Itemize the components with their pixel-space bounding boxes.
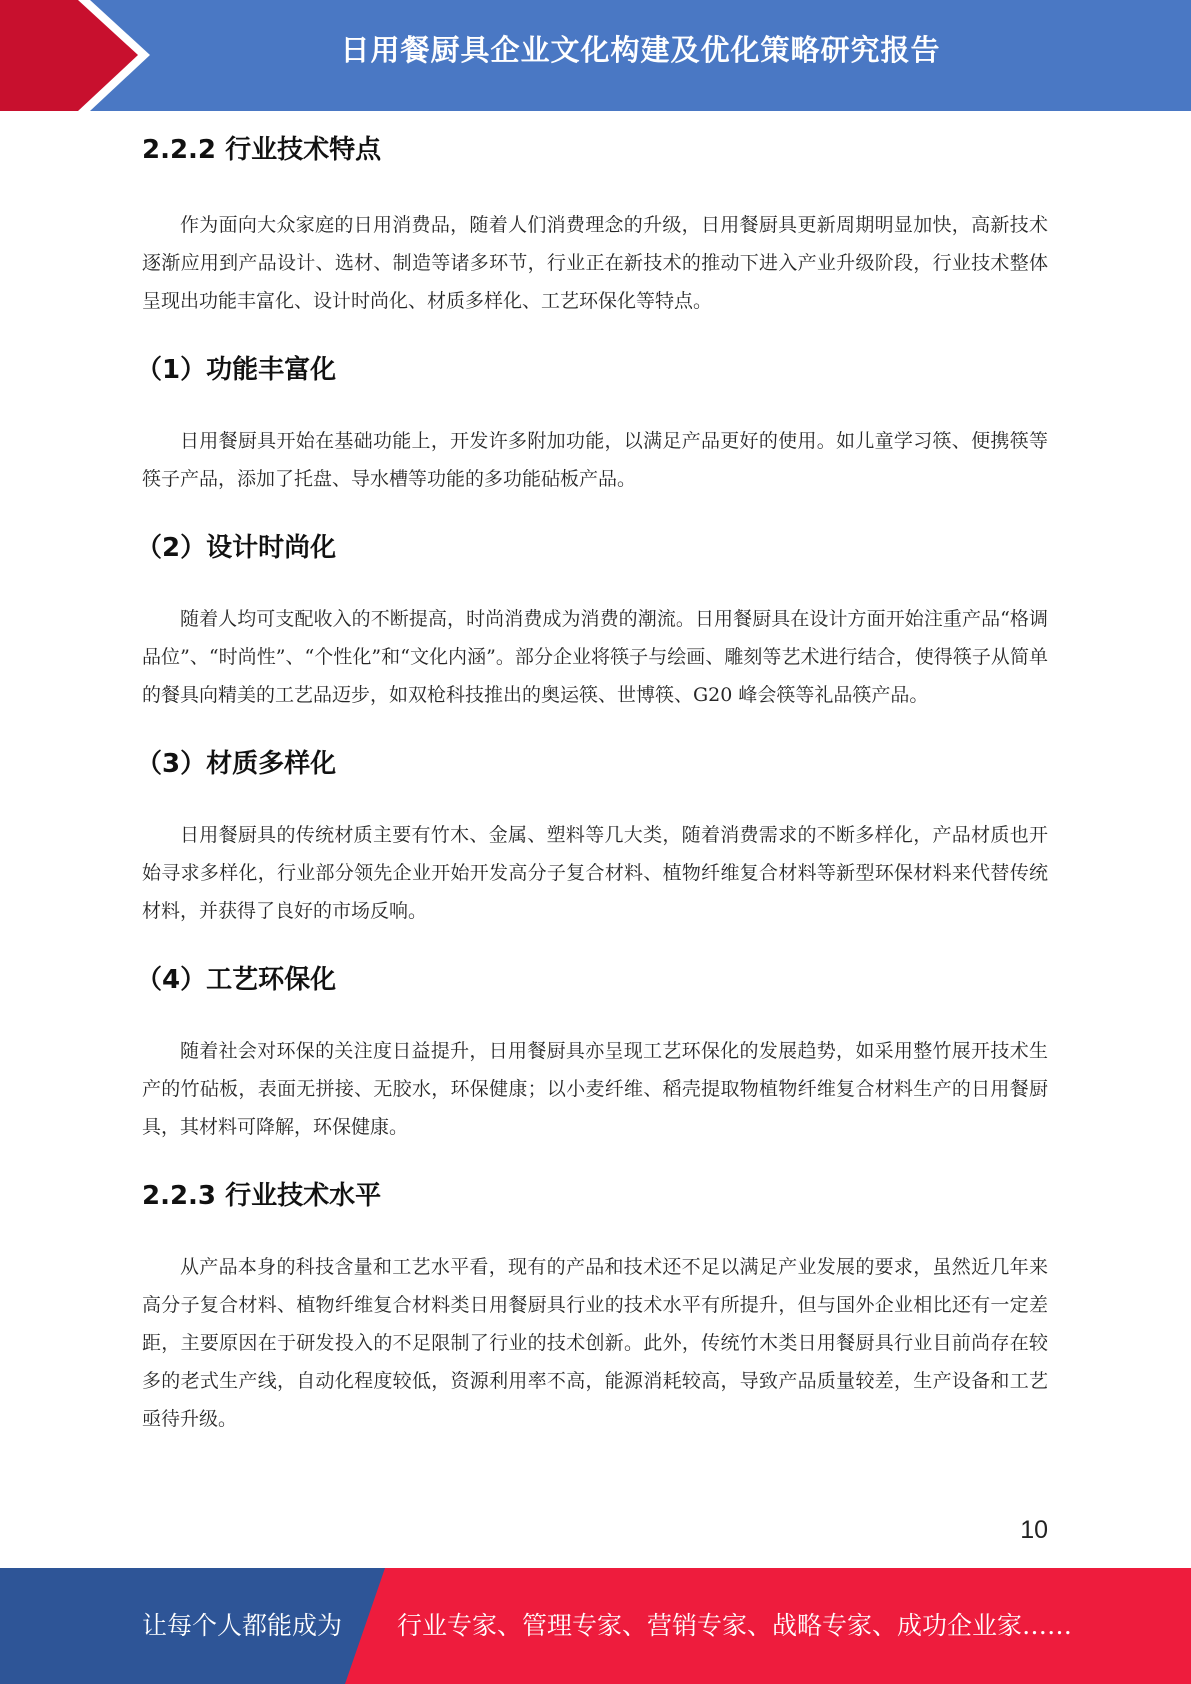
page-number: 10 <box>1020 1516 1048 1544</box>
section-paragraph: 随着社会对环保的关注度日益提升，日用餐厨具亦呈现工艺环保化的发展趋势，如采用整竹展开技术生产的竹砧板，表面无拼接、无胶水，环保健康；以小麦纤维、稻壳提取物植物纤维复合材料生产的日用餐厨具，其材料可降解，环保健康。 <box>142 1040 1048 1138</box>
section-paragraph: 随着人均可支配收入的不断提高，时尚消费成为消费的潮流。日用餐厨具在设计方面开始注重产品“格调品位”、“时尚性”、“个性化”和“文化内涵”。部分企业将筷子与绘画、雕刻等艺术进行结合，使得筷子从简单的餐具向精美的工艺品迈步，如双枪科技推出的奥运筷、世博筷、G20 峰会筷等礼品筷产品。 <box>142 608 1048 706</box>
section-heading-2-2-3: 2.2.3 行业技术水平 <box>142 1181 382 1211</box>
subheading-function: （1）功能丰富化 <box>136 355 337 385</box>
footer-slogan-left: 让每个人都能成为 <box>142 1611 343 1640</box>
page-footer <box>0 1568 1191 1684</box>
subheading-material: （3）材质多样化 <box>136 749 337 779</box>
subheading-process: （4）工艺环保化 <box>136 965 337 995</box>
footer-slogan-right: 行业专家、管理专家、营销专家、战略专家、成功企业家…… <box>397 1611 1073 1640</box>
header-red-chevron-decoration <box>0 0 160 111</box>
section-heading-2-2-2: 2.2.2 行业技术特点 <box>142 135 382 165</box>
subheading-design: （2）设计时尚化 <box>136 533 337 563</box>
section-paragraph: 日用餐厨具开始在基础功能上，开发许多附加功能，以满足产品更好的使用。如儿童学习筷、便携筷等筷子产品，添加了托盘、导水槽等功能的多功能砧板产品。 <box>142 430 1048 490</box>
page-header <box>0 0 1191 111</box>
section-paragraph: 作为面向大众家庭的日用消费品，随着人们消费理念的升级，日用餐厨具更新周期明显加快，高新技术逐渐应用到产品设计、选材、制造等诸多环节，行业正在新技术的推动下进入产业升级阶段，行业技术整体呈现出功能丰富化、设计时尚化、材质多样化、工艺环保化等特点。 <box>142 214 1048 312</box>
section-paragraph: 日用餐厨具的传统材质主要有竹木、金属、塑料等几大类，随着消费需求的不断多样化，产品材质也开始寻求多样化，行业部分领先企业开始开发高分子复合材料、植物纤维复合材料等新型环保材料来代替传统材料，并获得了良好的市场反响。 <box>142 824 1048 922</box>
section-paragraph: 从产品本身的科技含量和工艺水平看，现有的产品和技术还不足以满足产业发展的要求，虽然近几年来高分子复合材料、植物纤维复合材料类日用餐厨具行业的技术水平有所提升，但与国外企业相比还有一定差距，主要原因在于研发投入的不足限制了行业的技术创新。此外，传统竹木类日用餐厨具行业目前尚存在较多的老式生产线，自动化程度较低，资源利用率不高，能源消耗较高，导致产品质量较差，生产设备和工艺亟待升级。 <box>142 1256 1048 1430</box>
document-body <box>136 128 1048 1438</box>
report-title: 日用餐厨具企业文化构建及优化策略研究报告 <box>340 33 941 67</box>
